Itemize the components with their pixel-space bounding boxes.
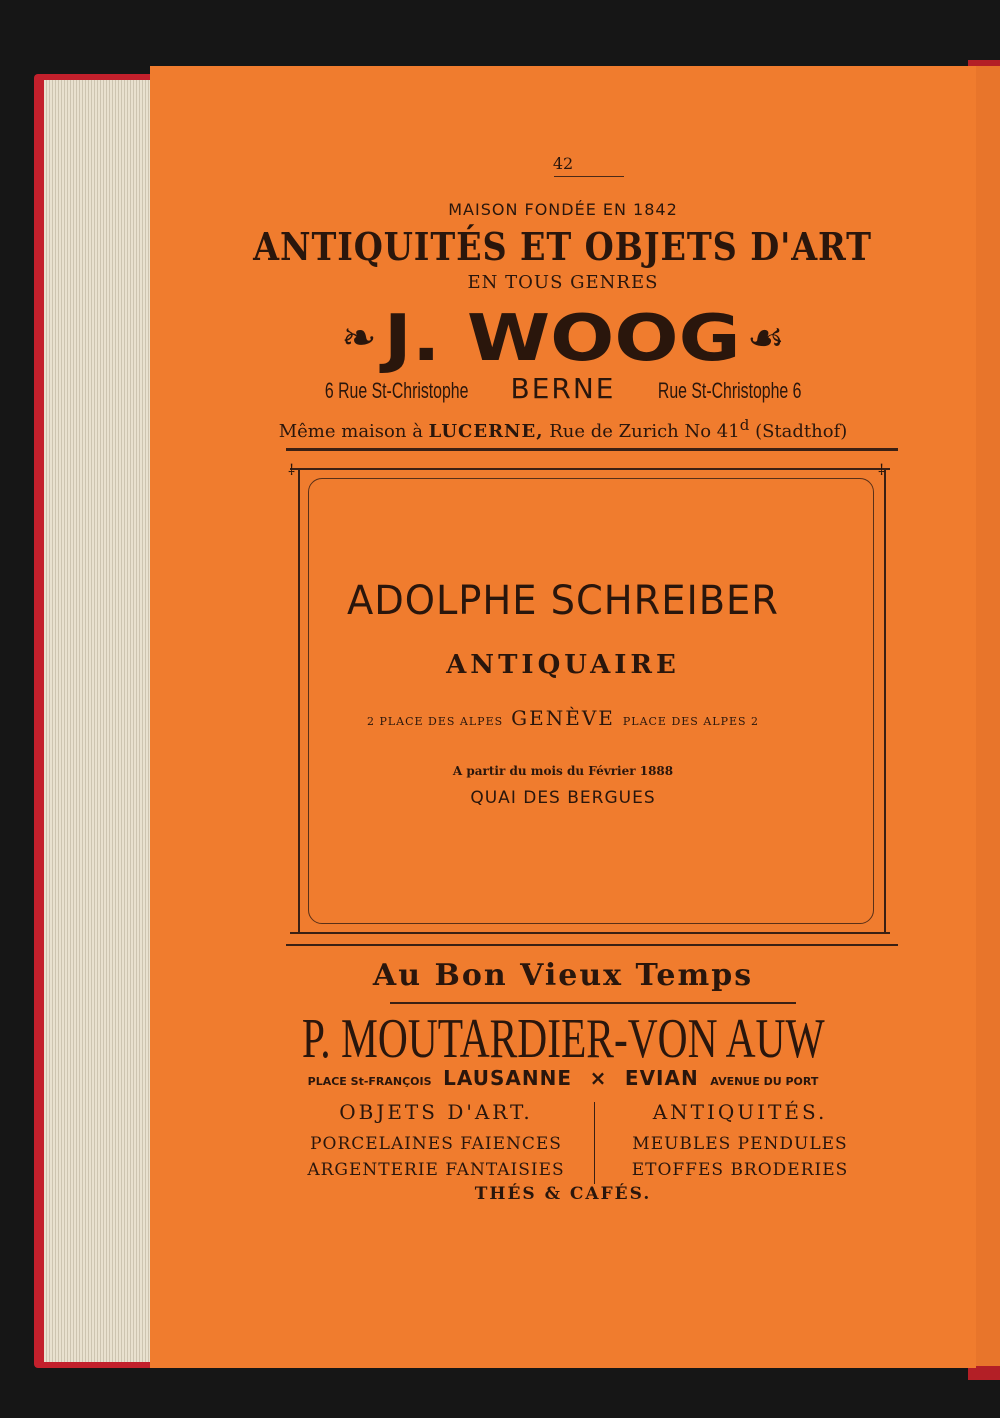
woog-name-line [150, 302, 976, 376]
woog-branch [150, 416, 976, 442]
schreiber-bottom-rule [290, 932, 890, 934]
woog-address-left: 6 Rue St-Christophe [325, 378, 469, 403]
right-ornament-icon: ☙ [746, 313, 785, 362]
left-ornament-icon: ❧ [341, 313, 377, 362]
adjacent-page [974, 66, 1000, 1366]
temps-heading-word: Bon [434, 958, 508, 993]
woog-address-right: Rue St-Christophe 6 [657, 378, 801, 403]
temps-right-line1: MEUBLES PENDULES [632, 1134, 848, 1154]
temps-heading-word: Temps [635, 958, 754, 993]
temps-heading [150, 958, 976, 993]
woog-branch-prefix: Même maison à [278, 421, 423, 442]
woog-founded: MAISON FONDÉE EN 1842 [448, 200, 678, 219]
woog-branch-suffix: (Stadthof) [755, 421, 848, 442]
schreiber-date-note: A partir du mois du Février 1888 [452, 764, 674, 778]
temps-right-head: ANTIQUITÉS. [652, 1100, 828, 1124]
woog-branch-city: LUCERNE, [428, 421, 544, 442]
schreiber-address [150, 706, 976, 730]
woog-bottom-rule [286, 448, 898, 451]
temps-address [150, 1066, 976, 1090]
temps-right-line2: ETOFFES BRODERIES [631, 1160, 849, 1180]
schreiber-name [150, 578, 976, 624]
woog-branch-street: Rue de Zurich No 41 [549, 421, 740, 442]
temps-name-text: P. MOUTARDIER-VON AUW [301, 1008, 825, 1070]
woog-specialty-text: ANTIQUITÉS ET OBJETS D'ART [253, 224, 873, 269]
temps-place-right: AVENUE DU PORT [710, 1075, 819, 1088]
woog-name: J. WOOG [383, 302, 741, 376]
temps-left-line1: PORCELAINES FAIENCES [310, 1134, 562, 1154]
temps-separator: × [589, 1066, 608, 1090]
temps-city-right: EVIAN [624, 1066, 699, 1090]
temps-place-left: PLACE St-FRANÇOIS [307, 1075, 432, 1088]
woog-city: BERNE [510, 372, 616, 405]
woog-address [150, 372, 976, 405]
temps-heading-word: Vieux [520, 958, 624, 993]
temps-tea: THÉS & CAFÉS. [474, 1184, 652, 1204]
book-page [150, 66, 976, 1368]
temps-name [150, 1006, 976, 1071]
schreiber-new-address: QUAI DES BERGUES [470, 788, 656, 808]
page-edges [44, 80, 152, 1362]
schreiber-name-text: ADOLPHE SCHREIBER [347, 578, 779, 624]
page-number: 42 [552, 154, 574, 173]
temps-heading-word: Au [372, 958, 423, 993]
schreiber-address-left: 2 PLACE DES ALPES [366, 715, 504, 728]
woog-specialty [150, 224, 976, 269]
corner-tail-icon: ⸸ [288, 461, 296, 479]
schreiber-trade: ANTIQUAIRE [446, 650, 680, 680]
temps-left-head: OBJETS D'ART. [339, 1100, 533, 1124]
corner-tail-icon: ⸸ [878, 461, 886, 479]
schreiber-inner-frame [308, 478, 874, 924]
woog-branch-sup: d [739, 416, 750, 434]
page-number-rule [554, 176, 624, 177]
temps-heading-rule [390, 1002, 796, 1004]
schreiber-city: GENÈVE [511, 706, 615, 730]
temps-city-left: LAUSANNE [443, 1066, 572, 1090]
schreiber-base-rule [286, 944, 898, 946]
temps-left-line2: ARGENTERIE FANTAISIES [307, 1160, 565, 1180]
schreiber-address-right: PLACE DES ALPES 2 [622, 715, 760, 728]
woog-subtitle: EN TOUS GENRES [467, 272, 659, 293]
